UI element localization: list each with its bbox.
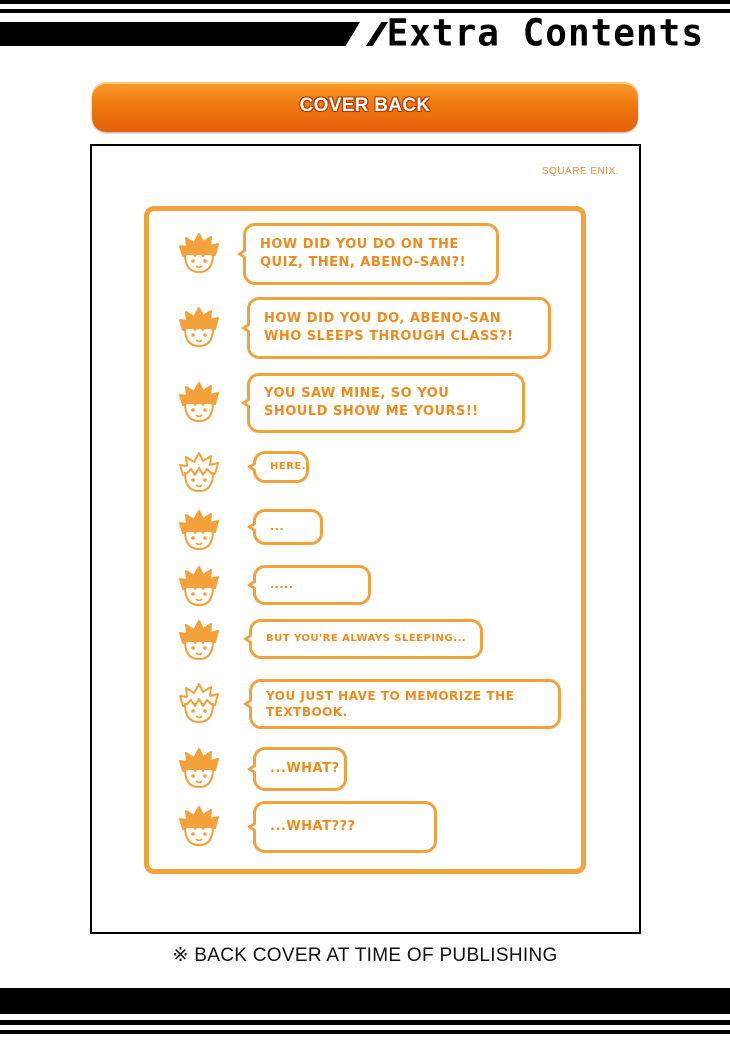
- orange-hair-avatar-icon: [177, 232, 221, 280]
- cover-image: [90, 144, 641, 934]
- bottom-stripes: [0, 988, 730, 1042]
- orange-hair-avatar-icon: [177, 306, 221, 354]
- light-hair-avatar-icon: [177, 682, 221, 730]
- speech-text: .....: [270, 577, 294, 591]
- speech-bubble: [253, 451, 309, 483]
- page-title: Extra Contents: [386, 11, 704, 55]
- chat-row: [149, 619, 579, 663]
- chat-row: [149, 565, 579, 609]
- orange-hair-avatar-icon: [177, 619, 221, 667]
- orange-hair-avatar-icon: [177, 747, 221, 795]
- orange-hair-avatar-icon: [177, 381, 221, 429]
- chat-row: [149, 509, 579, 549]
- chat-row: [149, 373, 579, 437]
- speech-text: HOW DID YOU DO ON THE QUIZ, THEN, ABENO-SAN?!: [260, 237, 466, 270]
- speech-text: YOU SAW MINE, SO YOU SHOULD SHOW ME YOURS!!: [264, 386, 479, 419]
- publisher-logo: SQUARE ENIX.: [541, 166, 619, 177]
- light-hair-avatar-icon: [177, 451, 221, 499]
- section-label: COVER BACK: [299, 95, 431, 116]
- chat-row: [149, 679, 579, 733]
- speech-bubble: [243, 223, 499, 285]
- speech-bubble: [249, 619, 483, 659]
- section-header: [92, 82, 638, 132]
- orange-hair-avatar-icon: [177, 565, 221, 613]
- chat-row: [149, 223, 579, 289]
- speech-bubble: [247, 373, 525, 433]
- caption: ※ BACK COVER AT TIME OF PUBLISHING: [172, 945, 558, 966]
- orange-hair-avatar-icon: [177, 805, 221, 853]
- speech-text: ...WHAT?: [270, 761, 340, 777]
- speech-bubble: [253, 509, 323, 545]
- speech-bubble: [253, 565, 371, 605]
- speech-bubble: [253, 801, 437, 853]
- chat-row: [149, 451, 579, 487]
- speech-text: HERE.: [270, 461, 307, 473]
- speech-bubble: [249, 679, 561, 729]
- speech-text: ...WHAT???: [270, 819, 356, 835]
- chat-row: [149, 801, 579, 857]
- speech-bubble: [253, 747, 347, 791]
- speech-text: YOU JUST HAVE TO MEMORIZE THE TEXTBOOK.: [266, 688, 515, 719]
- chat-row: [149, 747, 579, 795]
- speech-bubble: [247, 297, 551, 359]
- chat-row: [149, 297, 579, 363]
- speech-text: BUT YOU'RE ALWAYS SLEEPING...: [266, 633, 467, 645]
- orange-hair-avatar-icon: [177, 509, 221, 557]
- chat-panel: [144, 206, 586, 874]
- speech-text: ...: [270, 519, 285, 533]
- speech-text: HOW DID YOU DO, ABENO-SAN WHO SLEEPS THROUGH CLASS?!: [264, 311, 514, 344]
